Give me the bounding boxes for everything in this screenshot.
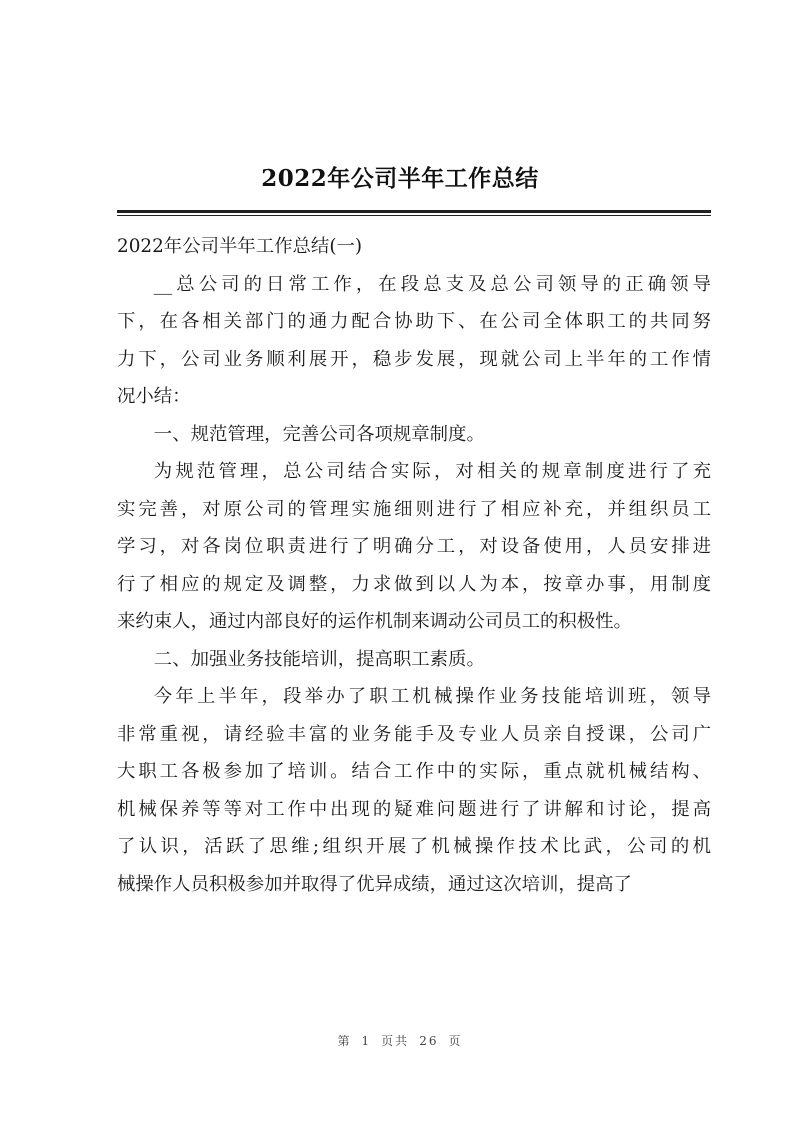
paragraph-line: 一、规范管理，完善公司各项规章制度。 [153,423,485,445]
paragraph-line: 实完善，对原公司的管理实施细则进行了相应补充，并组织员工 [117,498,711,520]
paragraph-line: 行了相应的规定及调整，力求做到以人为本，按章办事，用制度 [117,573,711,595]
footer-suffix: 页 [448,1034,463,1048]
paragraph-container [117,266,711,904]
section-heading: 2022年公司半年工作总结(一) [117,236,363,257]
paragraph-line: 今年上半年，段举办了职工机械操作业务技能培训班，领导 [153,686,711,707]
document-title: 2022年公司半年工作总结 [261,165,539,192]
paragraph [117,641,711,679]
paragraph-line: 来约束人，通过内部良好的运作机制来调动公司员工的积极性。 [117,611,632,632]
paragraph-line: 力下，公司业务顺利展开，稳步发展，现就公司上半年的工作情 [117,348,711,370]
paragraph-line: 二、加强业务技能培训，提高职工素质。 [153,648,485,670]
page-footer [0,1032,800,1049]
paragraph-line: 械操作人员积极参加并取得了优异成绩，通过这次培训，提高了 [117,873,632,895]
paragraph [117,266,711,416]
footer-prefix: 第 [337,1034,352,1048]
paragraph-line: 机械保养等等对工作中出现的疑难问题进行了讲解和讨论，提高 [117,798,711,820]
document-body [117,228,711,903]
paragraph-line: __总公司的日常工作，在段总支及总公司领导的正确领导 [153,273,711,295]
paragraph-line: 学习，对各岗位职责进行了明确分工，对设备使用，人员安排进 [117,536,711,557]
footer-total-pages: 26 [419,1034,439,1048]
paragraph-line: 了认识，活跃了思维;组织开展了机械操作技术比武，公司的机 [117,836,711,857]
title-divider-thin [117,215,711,216]
paragraph-line: 为规范管理，总公司结合实际，对相关的规章制度进行了充 [153,461,711,482]
paragraph [117,416,711,454]
paragraph-line: 非常重视，请经验丰富的业务能手及专业人员亲自授课，公司广 [117,723,711,745]
title-divider [117,210,711,213]
paragraph [117,678,711,903]
footer-middle: 页共 [381,1034,410,1048]
paragraph-line: 大职工各极参加了培训。结合工作中的实际，重点就机械结构、 [117,761,711,782]
paragraph-line: 下，在各相关部门的通力配合协助下、在公司全体职工的共同努 [117,311,711,332]
paragraph-line: 况小结： [117,386,191,407]
paragraph [117,453,711,641]
footer-page-number: 1 [361,1034,372,1048]
